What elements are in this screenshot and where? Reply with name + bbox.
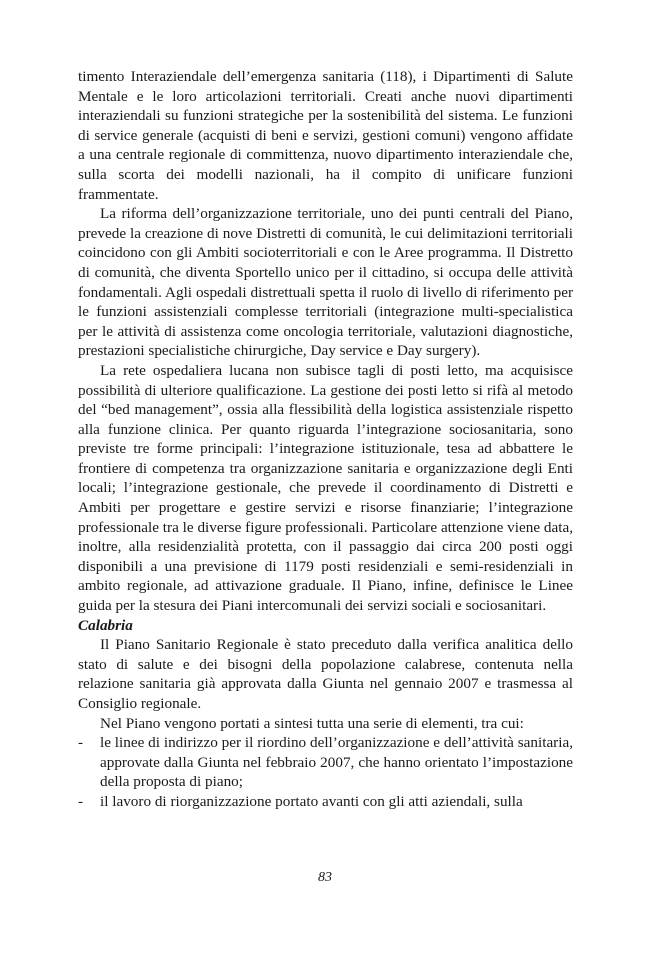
paragraph: timento Interaziendale dell’emergenza sanitaria (118), i Dipartimenti di Salute Mentale e le loro articolazioni territoriali. Creati anche nuovi dipartimenti interaziendali su funzioni strategiche per la sostenibilità del sistema. Le funzioni di service generale (acquisti di beni e servizi, gestioni comuni) vengono affidate a una centrale regionale di committenza, nuovo dipartimento interaziendale che, sulla scorta dei modelli nazionali, ha il compito di unificare funzioni frammentate.	[78, 68, 573, 203]
paragraph: La riforma dell’organizzazione territoriale, uno dei punti centrali del Piano, prevede la creazione di nove Distretti di comunità, le cui delimitazioni territoriali coincidono con gli Ambiti socioterritoriali e con le Aree programma. Il Distretto di comunità, che diventa Sportello unico per il cittadino, si occupa delle attività fondamentali. Agli ospedali distrettuali spetta il ruolo di livello di riferimento per le funzioni assistenziali complesse territoriali (integrazione multi-specialistica per le attività di assistenza come oncologia territoriale, valutazioni diagnostiche, prestazioni specialistiche chirurgiche, Day service e Day surgery).	[78, 205, 573, 360]
dash-marker: -	[78, 734, 84, 752]
list-item	[78, 733, 573, 792]
list-item-text: il lavoro di riorganizzazione portato avanti con gli atti aziendali, sulla	[100, 792, 523, 810]
paragraph: Il Piano Sanitario Regionale è stato preceduto dalla verifica analitica dello stato di salute e dei bisogni della popolazione calabrese, contenuta nella relazione sanitaria già approvata dalla Giunta nel gennaio 2007 e trasmessa al Consiglio regionale.	[78, 636, 573, 712]
page-number: 83	[318, 870, 332, 885]
list-item	[78, 792, 573, 812]
paragraph: Nel Piano vengono portati a sintesi tutta una serie di elementi, tra cui:	[100, 714, 524, 732]
bullet-list	[78, 733, 573, 811]
dash-marker: -	[78, 792, 84, 810]
paragraph: La rete ospedaliera lucana non subisce tagli di posti letto, ma acquisisce possibilità di ulteriore qualificazione. La gestione dei posti letto si rifà al metodo del “bed management”, ossia alla flessibilità della logistica assistenziale rispetto alla funzione clinica. Per quanto riguarda l’integrazione sociosanitaria, sono previste tre forme principali: l’integrazione istituzionale, tesa ad abbattere le frontiere di competenza tra organizzazione sanitaria e organizzazione degli Enti locali; l’integrazione gestionale, che prevede il coordinamento di Distretti e Ambiti per progettare e gestire servizi e risorse finanziarie; l’integrazione professionale tra le diverse figure professionali. Particolare attenzione viene data, inoltre, alla residenzialità protetta, con il passaggio dai circa 200 posti oggi disponibili a una previsione di 1179 posti residenziali e semi-residenziali in ambito regionale, ad attivazione graduale. Il Piano, infine, definisce le Linee guida per la stesura dei Piani intercomunali dei servizi sociali e sociosanitari.	[78, 361, 573, 615]
page-body	[78, 67, 573, 812]
section-heading: Calabria	[78, 616, 133, 634]
list-item-text: le linee di indirizzo per il riordino dell’organizzazione e dell’attività sanitaria, approvate dalla Giunta nel febbraio 2007, che hanno orientato l’impostazione della proposta di piano;	[100, 734, 573, 791]
